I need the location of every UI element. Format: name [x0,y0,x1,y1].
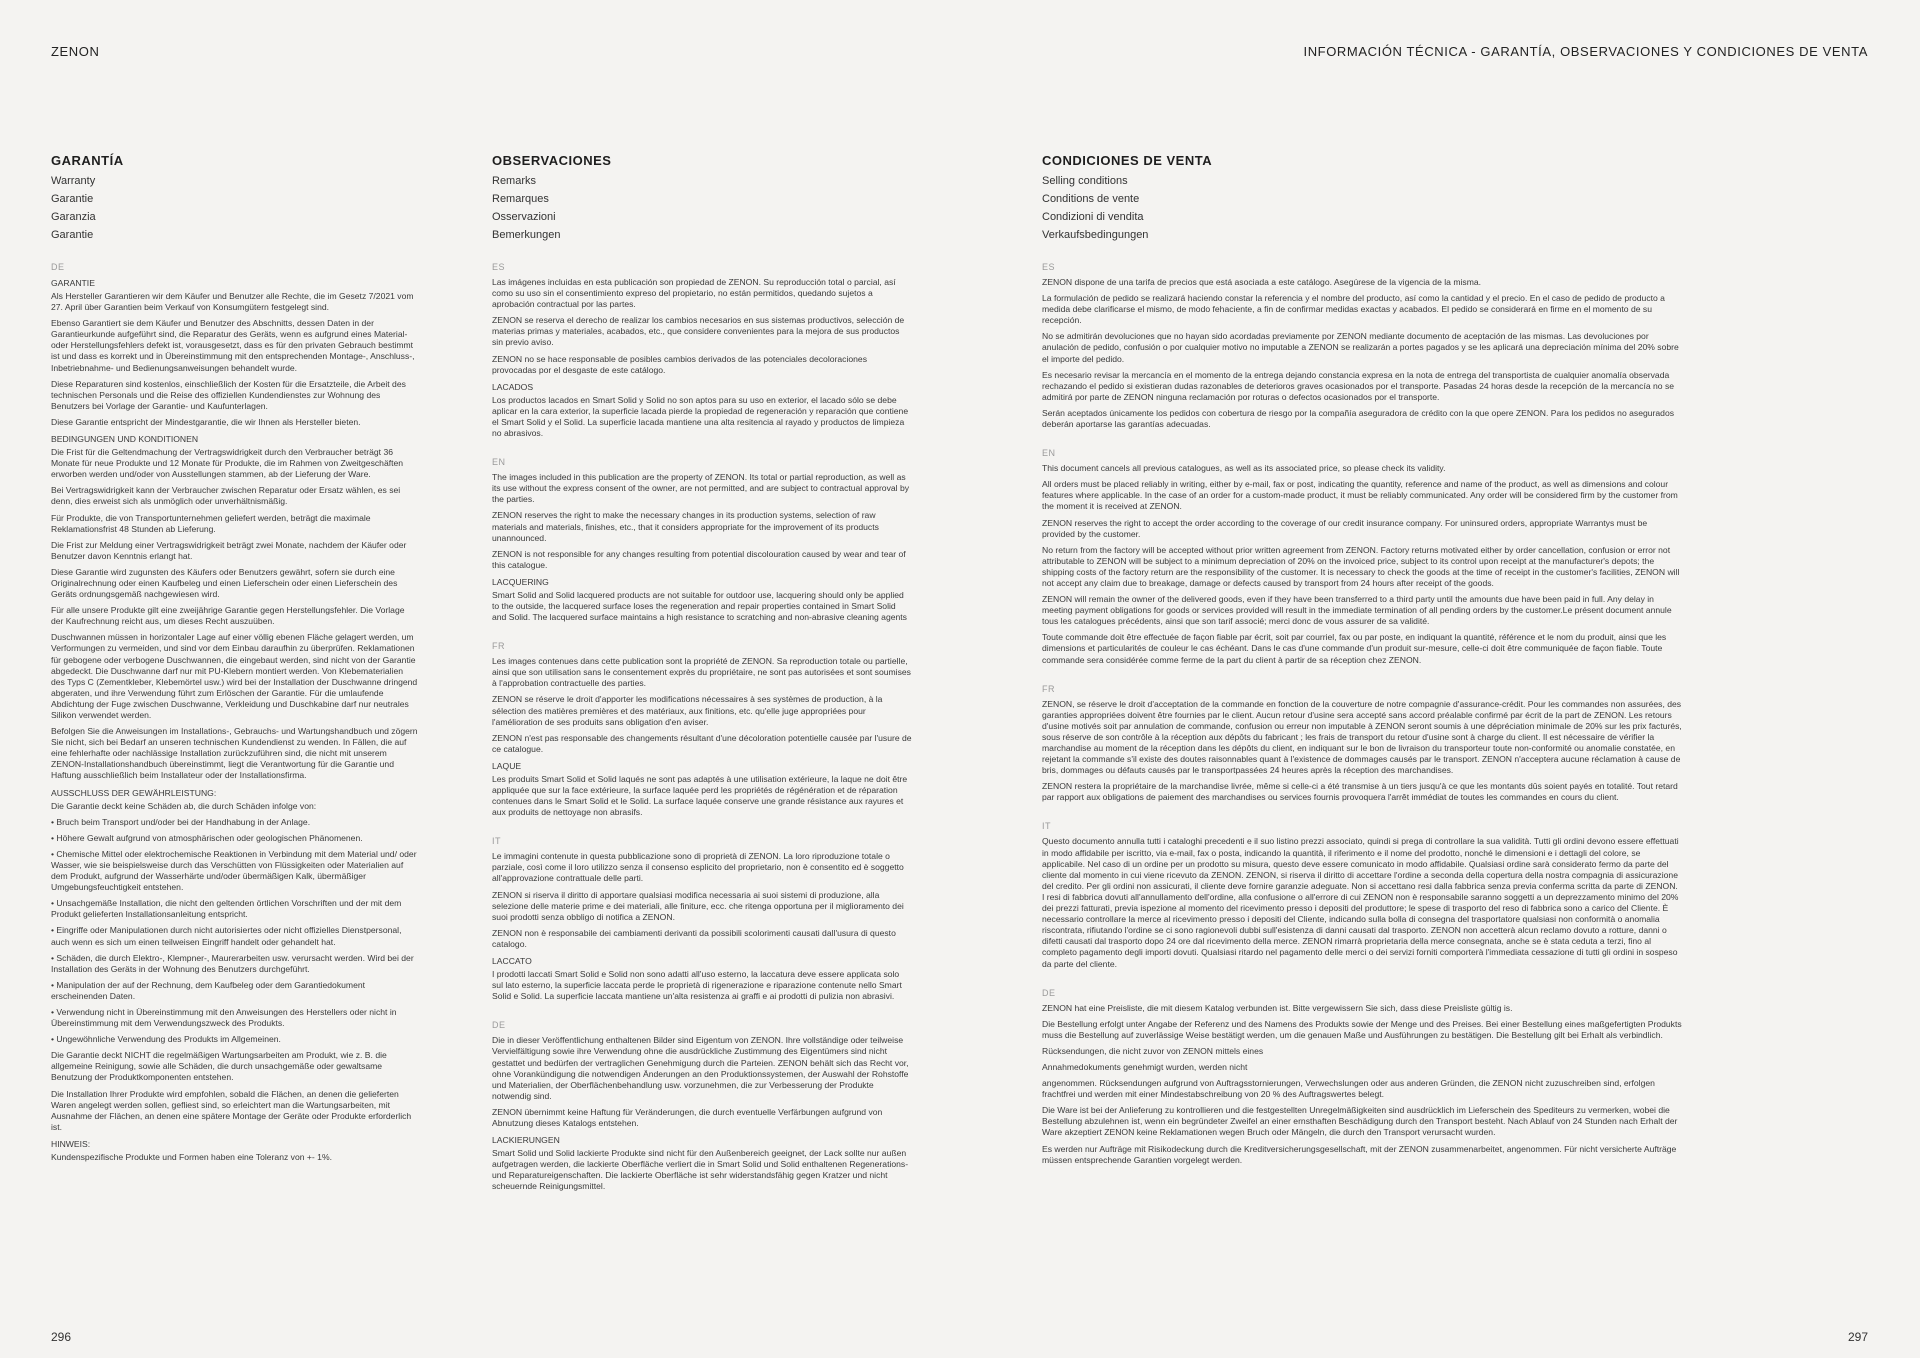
paragraph: ZENON übernimmt keine Haftung für Veränderungen, die durch eventuelle Verfärbungen aufgrund von Abnutzung dieses Katalogs entstehen. [492,1106,883,1128]
column-sections [1042,262,1682,1166]
paragraph: Le immagini contenute in questa pubblicazione sono di proprietà di ZENON. La loro riproduzione totale o parziale, così come il loro utilizzo senza il consenso esplicito del proprietario, non è consentito ed è soggetto all'approvazione contrattuale delle parti. [492,851,904,884]
paragraph: Die Garantie deckt keine Schäden ab, die durch Schäden infolge von: [51,800,317,811]
column-title: GARANTÍA [51,153,124,168]
language-label: FR [492,641,505,652]
paragraph: No se admitirán devoluciones que no hayan sido acordadas previamente por ZENON mediante documento de aceptación de las mismas. Las devoluciones por anulación de pedido, confusión o por cualquier motivo no imputable a ZENON se realizarán a portes pagados y se les aplicará una depreciación mínima del 20% sobre el importe del pedido. [1042,331,1679,364]
title-translation: Garantie [51,229,94,241]
language-label: IT [1042,821,1051,832]
paragraph: ZENON hat eine Preisliste, die mit diesem Katalog verbunden ist. Bitte vergewissern Sie sich, dass diese Preisliste gültig is. [1042,1002,1513,1013]
title-translation: Remarques [492,193,549,205]
paragraph: ZENON will remain the owner of the delivered goods, even if they have been transferred to a third party until the amounts due have been paid in full. Any delay in meeting payment obligations for goods or services provided will result in the immediate termination of all pending orders by the customer.Le présent document annule tous les catalogues précédents, ainsi que son tarif associé; merci donc de vous assurer de sa validité. [1042,594,1672,627]
paragraph: • Manipulation der auf der Rechnung, dem Kaufbeleg oder dem Garantiedokument erscheinenden Daten. [51,979,366,1001]
paragraph: • Unsachgemäße Installation, die nicht den geltenden örtlichen Vorschriften und der mit dem Produkt gelieferten Installationsanleitung entspricht. [51,898,402,920]
page-number-left: 296 [51,1330,72,1344]
section-subheading: GARANTIE [51,278,95,288]
section-subheading: LACQUERING [492,576,549,587]
language-label: EN [1042,448,1056,459]
paragraph: Diese Garantie entspricht der Mindestgarantie, die wir Ihnen als Hersteller bieten. [51,416,361,427]
paragraph: Es necesario revisar la mercancía en el momento de la entrega dejando constancia expresa en la nota de entrega del transportista de cualquier anomalía observada rechazando el pedido si existieran dudas razonables de deterioros graves ocasionados por el transporte. Pasadas 24 horas desde la recepción de la mercancía no se admitirá por parte de ZENON ninguna reclamación por roturas o defectos ocasionados por el transporte. [1042,369,1675,402]
title-translation: Bemerkungen [492,229,561,241]
paragraph: Für alle unsere Produkte gilt eine zweijährige Garantie gegen Herstellungsfehler. Die Vorlage der Kaufrechnung reicht aus, um dieses Recht auszuüben. [51,605,405,627]
language-label: IT [492,836,501,847]
paragraph: ZENON non è responsabile dei cambiamenti derivanti da possibili scolorimenti causati dall'usura di questo catalogo. [492,927,896,949]
paragraph: ZENON reserves the right to accept the order according to the coverage of our credit insurance company. For uninsured orders, appropriate Warrantys must be provided by the customer. [1042,517,1648,539]
paragraph: Für Produkte, die von Transportunternehmen geliefert werden, beträgt die maximale Reklamationsfrist 48 Stunden ab Lieferung. [51,512,371,534]
column-title: OBSERVACIONES [492,153,612,168]
paragraph: • Eingriffe oder Manipulationen durch nicht autorisiertes oder nicht offizielles Dienstpersonal, auch wenn es sich um einen teilweisen Eingriff handelt oder gehandelt hat. [51,925,402,947]
paragraph: ZENON is not responsible for any changes resulting from potential discolouration caused by wear and tear of this catalogue. [492,548,906,570]
paragraph: The images included in this publication are the property of ZENON. Its total or partial reproduction, as well as its use without the express consent of the owner, are not permitted, and are subject to contractual approval by the parties. [492,472,910,505]
paragraph: Befolgen Sie die Anweisungen im Installations-, Gebrauchs- und Wartungshandbuch und zögern Sie nicht, sich bei Bedarf an unseren technischen Kundendienst zu wenden. In Fällen, die auf eine fehlerhafte oder nachlässige Installation zurückzuführen sind, die nicht mit unserem ZENON-Installationshandbuch übereinstimmt, liegt die Verantwortung für die Garantie und Haftung ausschließlich beim Installateur oder der Installationsfirma. [51,726,418,781]
language-label: FR [1042,683,1055,694]
language-label: DE [51,262,65,272]
paragraph: I prodotti laccati Smart Solid e Solid non sono adatti all'uso esterno, la laccatura deve essere applicata solo sul lato esterno, la superficie laccata perde le proprietà di rigenerazione e riparazione contenute nello Smart Solid e Solid. La superficie laccata mantiene un'alta resistenza ai graffi e ai prodotti di pulizia non abrasivi. [492,969,902,1002]
section-subheading: BEDINGUNGEN UND KONDITIONEN [51,434,199,445]
paragraph: Les produits Smart Solid et Solid laqués ne sont pas adaptés à une utilisation extérieure, la laque ne doit être appliquée que sur la face extérieure, la surface laquée perd les propriétés de régénération et de réparation contenues dans le Smart Solid et le Solid. La surface laquée conserve une grande résistance aux rayures et aux produits de nettoyage non abrasifs. [492,773,908,818]
title-translation: Osservazioni [492,211,556,223]
paragraph: ZENON, se réserve le droit d'acceptation de la commande en fonction de la couverture de notre compagnie d'assurance-crédit. Pour les commandes non assurées, des garanties appropriées doivent être fournies par le client. Aucun retour d'usine sera accepté sans accord préalable confirmé par écrit de la part de ZENON. Les retours d'usine motivés soit par annulation de commande, confusion ou erreur non imputable à ZENON seront soumis à une dépréciation minimale de 20% sur les prix facturés, sous réserve de son contrôle à la réception aux dépôts du fabricant ; les frais de transport du retour d'usine sont à charge du client. Il est nécessaire de vérifier la marchandise au moment de la réception dans les dépôts du client, en indiquant sur le bon de livraison du transporteur toute non-conformité ou anomalie constatée, en rejetant la commande s'il existe des doutes raisonnables quant à l'existence de dommages causés par le transport. ZENON n'acceptera aucune réclamation à cause de bris, dommages ou défauts causés par le transportpassées 24 heures après la réception des marchandises. [1042,698,1682,776]
paragraph: Die Garantie deckt NICHT die regelmäßigen Wartungsarbeiten am Produkt, wie z. B. die allgemeine Reinigung, sowie alle Schäden, die durch unsachgemäße oder gewaltsame Benutzung der Produktkomponenten entstehen. [51,1050,387,1083]
paragraph: Smart Solid und Solid lackierte Produkte sind nicht für den Außenbereich geeignet, der Lack sollte nur außen aufgetragen werden, die lackierte Oberfläche verliert die in Smart Solid und Solid enthaltenen Regenerations- und Reparatureigenschaften. Die lackierte Oberfläche ist sehr widerstandsfähig gegen Kratzer und nicht scheuernde Reinigungsmittel. [492,1148,909,1192]
section-subheading: HINWEIS: [51,1138,91,1149]
title-translation: Garantie [51,193,94,205]
paragraph: Diese Garantie wird zugunsten des Käufers oder Benutzers gewährt, sofern sie durch eine Originalrechnung oder einen Kaufbeleg und einen Lieferschein oder einen Lieferschein des Geräts ordnungsgemäß nachgewiesen wird. [51,566,398,600]
paragraph: Die Bestellung erfolgt unter Angabe der Referenz und des Namens des Produkts sowie der Menge und des Preises. Bei einer Bestellung eines maßgefertigten Produkts muss die Bestellung auf zuverlässige Weise bestätigt werden, um die genauen Maße und Ausführungen zu bestätigen. Die Bestellung gilt bei Erhalt als verbindlich. [1042,1018,1682,1040]
language-label: ES [492,262,506,272]
paragraph: ZENON no se hace responsable de posibles cambios derivados de las potenciales decoloraciones provocadas por el desgaste de este catálogo. [492,353,867,375]
paragraph: Ebenso Garantiert sie dem Käufer und Benutzer des Abschnitts, dessen Daten in der Garantieurkunde aufgeführt sind, die Reparatur des Geräts, wenn es aufgrund eines Material- oder Herstellungsfehlers defekt ist, vorausgesetzt, dass es für den privaten Gebrauch bestimmt ist und dass es korrekt und in Übereinstimmung mit den entsprechenden Montage-, Anschluss-, Inbetriebnahme- und Bedienungsanweisungen behandelt wurde. [51,318,415,373]
page-number-right: 297 [1847,1330,1868,1344]
paragraph: ZENON se reserva el derecho de realizar los cambios necesarios en sus sistemas productivos, selección de materias primas y materiales, acabados, etc., que considere convenientes para la mejora de sus productos sin previo aviso. [492,315,905,348]
language-label: ES [1042,262,1056,272]
paragraph: Duschwannen müssen in horizontaler Lage auf einer völlig ebenen Fläche gelagert werden, um Verformungen zu vermeiden, und sind vor dem Einbau daraufhin zu überprüfen. Reklamationen für gebogene oder verbogene Duschwannen, die eingebaut werden, sind nicht von der Garantie abgedeckt. Die Duschwanne darf nur mit PU-Klebern montiert werden. Von Klebematerialien des Typs C (Zementkleber, Klebemörtel usw.) wird bei der Installation der Duschwanne dringend abgeraten, und ihre Verwendung führt zum Erlöschen der Garantie. Für die umlaufende Abdichtung der Fuge zwischen Duschwanne, Verkleidung und Duschkabine darf nur neutrales Silikon verwendet werden. [51,632,418,720]
paragraph: Diese Reparaturen sind kostenlos, einschließlich der Kosten für die Ersatzteile, die Arbeit des technischen Personals und die Reise des offiziellen Kundendienstes zur Wohnung des Benutzers bei Vorlage der Garantie- und Kaufunterlagen. [51,378,406,411]
paragraph: Die Frist zur Meldung einer Vertragswidrigkeit beträgt zwei Monate, nachdem der Käufer oder Benutzer davon Kenntnis erlangt hat. [51,539,407,561]
paragraph: • Ungewöhnliche Verwendung des Produkts im Allgemeinen. [51,1034,281,1045]
paragraph: Toute commande doit être effectuée de façon fiable par écrit, soit par courriel, fax ou par poste, en indiquant la quantité, référence et le nom du produit, ainsi que les dimensions et particularités de couleur le cas échéant. Dans le cas d'une commande d'un produit sur-mesure, celle-ci doit être communiquée de façon fiable. Toute commande sera considérée comme ferme de la part du client à partir de sa réception chez ZENON. [1042,632,1667,665]
paragraph: • Höhere Gewalt aufgrund von atmosphärischen oder geologischen Phänomenen. [51,832,363,843]
paragraph: Die Installation Ihrer Produkte wird empfohlen, sobald die Flächen, an denen die gelieferten Waren angelegt werden sollen, gefliest sind, so erleichtert man die Wartungsarbeiten, mit Ausnahme der Flächen, an denen eine spätere Montage der Geräte oder Produkte erforderlich ist. [51,1088,412,1132]
paragraph: All orders must be placed reliably in writing, either by e-mail, fax or post, indicating the quantity, reference and name of the product, as well as dimensions and colour features where applicable. In the case of an order for a custom-made product, it must be reliably communicated. Any order will be considered firm by the customer from the moment it is received at ZENON. [1042,479,1678,512]
column-sections [51,262,419,1163]
column-title: CONDICIONES DE VENTA [1042,153,1213,168]
language-label: EN [492,457,506,468]
column-observaciones [492,153,912,1197]
title-translation: Verkaufsbedingungen [1042,229,1149,241]
paragraph: Als Hersteller Garantieren wir dem Käufer und Benutzer alle Rechte, die im Gesetz 7/2021 vom 27. April über Garantien beim Verkauf von Konsumgütern festgelegt sind. [51,291,414,313]
paragraph: Serán aceptados únicamente los pedidos con cobertura de riesgo por la compañía aseguradora de crédito con la que opere ZENON. Para los pedidos no asegurados deberán aportarse las garantías adecuadas. [1042,407,1675,430]
paragraph: • Bruch beim Transport und/oder bei der Handhabung in der Anlage. [51,816,311,827]
title-translation: Remarks [492,175,537,187]
section-subheading: LACADOS [492,381,534,392]
paragraph: Die Ware ist bei der Anlieferung zu kontrollieren und die festgestellten Unregelmäßigkeiten sind ausdrücklich im Lieferschein des Spediteurs zu vermerken, wobei die Bestellung abzulehnen ist, wenn ein begründeter Zweifel an einer ernsthaften Beschädigung durch den Transport besteht. Nach Ablauf von 24 Stunden nach Erhalt der Ware akzeptiert ZENON keine Reklamationen wegen Bruch oder Mängeln, die durch den Transport verursacht wurden. [1042,1105,1678,1138]
language-label: DE [492,1020,506,1031]
paragraph: ZENON n'est pas responsable des changements résultant d'une décoloration potentielle causée par l'usure de ce catalogue. [492,732,912,754]
paragraph: angenommen. Rücksendungen aufgrund von Auftragsstornierungen, Verwechslungen oder aus anderen Gründen, die ZENON nicht zuzuschreiben sind, erfolgen frachtfrei und werden mit einer Mindestabschreibung von 20 % des Auftragswertes belegt. [1042,1078,1655,1100]
section-subheading: AUSSCHLUSS DER GEWÄHRLEISTUNG: [51,787,217,798]
paragraph: Die in dieser Veröffentlichung enthaltenen Bilder sind Eigentum von ZENON. Ihre vollständige oder teilweise Vervielfältigung sowie ihre Verwendung ohne die ausdrückliche Zustimmung des Eigentümers sind nicht gestattet und bedürfen der vertraglichen Genehmigung durch die Parteien. ZENON behält sich das Recht vor, ohne Vorankündigung die notwendigen Änderungen an den Produktionssystemen, der Auswahl der Rohstoffe und Materialien, der Oberflächenbehandlung usw. vorzunehmen, die zur Verbesserung der Produkte notwendig sind. [492,1035,909,1101]
title-translation: Warranty [51,175,96,187]
paragraph: • Schäden, die durch Elektro-, Klempner-, Maurerarbeiten usw. verursacht werden. Wird bei der Installation des Geräts in der Wohnung des Benutzers durchgeführt. [51,952,414,974]
column-garantia [51,153,419,1168]
paragraph: Annahmedokuments genehmigt wurden, werden nicht [1042,1061,1248,1072]
section-subheading: LACKIERUNGEN [492,1135,560,1146]
title-translation: Garanzia [51,211,96,223]
paragraph: Los productos lacados en Smart Solid y Solid no son aptos para su uso en exterior, el lacado sólo se debe aplicar en la cara exterior, la superficie lacada pierde la propiedad de regeneración y reparación que contiene el Smart Solid y el Solid. La superficie lacada mantiene una alta resitencia al rayado y productos de limpieza no abrasivos. [492,394,909,439]
paragraph: No return from the factory will be accepted without prior written agreement from ZENON. Factory returns motivated either by order cancellation, confusion or error not attributable to ZENON will be subject to a minimum depreciation of 20% on the invoiced price, subject to its control upon receipt at the manufacturer's depots; the shipping costs of the factory return are the responsibility of the customer. It is necessary to check the goods at the time of receipt in the customer's facilities, ZENON will not accept any claim due to breakage, damage or defects caused by transport from 24 hours after receipt of the goods. [1042,544,1680,588]
paragraph: Bei Vertragswidrigkeit kann der Verbraucher zwischen Reparatur oder Ersatz wählen, es sei denn, dies erweist sich als unmöglich oder unverhältnismäßig. [51,485,401,507]
brand-header: ZENON [51,44,100,59]
paragraph: • Verwendung nicht in Übereinstimmung mit den Anweisungen des Herstellers oder nicht in Übereinstimmung mit dem Verwendungszweck des Produkts. [51,1006,397,1029]
title-translation: Condizioni di vendita [1042,211,1144,223]
paragraph: • Chemische Mittel oder elektrochemische Reaktionen in Verbindung mit dem Material und/ oder Wasser, wie sie beispielsweise durch das Verschütten von Flüssigkeiten oder Materialien auf dem Produkt, aufgrund der Wasserhärte und/oder übermäßigen Kalk, übermäßiger Umgebungsfeuchtigkeit entstehen. [51,848,417,893]
paragraph: Questo documento annulla tutti i cataloghi precedenti e il suo listino prezzi associato, quindi si prega di controllare la sua validità. Tutti gli ordini devono essere effettuati in modo affidabile per iscritto, via e-mail, fax o posta, indicando la quantità, il riferimento e il nome del prodotto, nonché le dimensioni e i dettagli del colore, se applicabile. Nel caso di un ordine per un prodotto su misura, questo deve essere comunicato in modo affidabile. Qualsiasi ordine sarà considerato fermo da parte del cliente dal momento in cui viene ricevuto da ZENON. ZENON, si riserva il diritto di accettare l'ordine a seconda della copertura della nostra compagnia di assicurazione del credito. Per gli ordini non assicurati, il cliente deve fornire garanzie adeguate. Non si accettano resi dalla fabbrica senza previa conferma scritta da parte di ZENON. I resi di fabbrica dovuti all'annullamento dell'ordine, alla confusione o all'errore di cui ZENON non è responsabile saranno soggetti a un deprezzamento minimo del 20% dei prezzi fatturati, previa ispezione al momento del ricevimento presso i depositi del produttore; le spese di trasporto del reso di fabbrica sono a carico del Cliente. È necessario controllare la merce al ricevimento presso i depositi del Cliente, indicando sulla bolla di consegna del trasportatore qualsiasi non conformità o anomalia riscontrata, rifiutando l'ordine se ci sono ragionevoli dubbi sull'esistenza di danni causati dal trasporto. ZENON non accetterà alcun reclamo dovuto a rotture, danni o difetti causati dal trasporto dopo 24 ore dal ricevimento della merce. ZENON rimarrà proprietaria della merce consegnata, anche se è stata ceduta a terzi, fino al completo pagamento degli importi dovuti. Qualsiasi ritardo nel pagamento delle merci o dei servizi forniti comporterà l'immediata cessazione di tutti gli ordini in sospeso da parte del cliente. [1042,836,1679,969]
language-label: DE [1042,987,1056,998]
paragraph: Smart Solid and Solid lacquered products are not suitable for outdoor use, lacquering should only be applied to the outside, the lacquered surface loses the regeneration and repair properties contained in Smart Solid and Solid. The lacquered surface maintains a high resistance to scratching and non-abrasive cleaning agents [492,589,907,623]
paragraph: This document cancels all previous catalogues, as well as its associated price, so please check its validity. [1042,463,1446,474]
paragraph: ZENON si riserva il diritto di apportare qualsiasi modifica necessaria ai suoi sistemi di produzione, alla selezione delle materie prime e dei materiali, alle finiture, ecc. che ritenga opportuna per il miglioramento dei suoi prodotti senza obbligo di notifica a ZENON. [492,889,904,922]
paragraph: Es werden nur Aufträge mit Risikodeckung durch die Kreditversicherungsgesellschaft, mit der ZENON zusammenarbeitet, angenommen. Für nicht versicherte Aufträge müssen entsprechende Garantien vorgelegt werden. [1042,1143,1677,1165]
section-header: INFORMACIÓN TÉCNICA - GARANTÍA, OBSERVACIONES Y CONDICIONES DE VENTA [1303,44,1868,59]
column-condiciones [1042,153,1682,1171]
paragraph: Die Frist für die Geltendmachung der Vertragswidrigkeit durch den Verbraucher beträgt 36 Monate für neue Produkte und 12 Monate für Produkte, die im Rahmen von Zweitgeschäften erworben werden und/oder von Ausstellungen stammen, ab der Lieferung der Ware. [51,447,404,480]
title-translation: Conditions de vente [1042,193,1140,205]
section-subheading: LAQUE [492,760,522,771]
paragraph: ZENON restera la propriétaire de la marchandise livrée, même si celle-ci a été transmise à un tiers jusqu'à ce que les montants dûs soient payés en totalité. Tout retard par rapport aux obligations de paiement des marchandises ou services fournis provoquera l'arrêt immédiat de toutes les commandes en cours du client. [1042,781,1678,803]
paragraph: Rücksendungen, die nicht zuvor von ZENON mittels eines [1042,1045,1264,1056]
paragraph: ZENON dispone de una tarifa de precios que está asociada a este catálogo. Asegúrese de la vigencia de la misma. [1042,277,1482,287]
paragraph: Kundenspezifische Produkte und Formen haben eine Toleranz von +- 1%. [51,1151,332,1162]
paragraph: Las imágenes incluidas en esta publicación son propiedad de ZENON. Su reproducción total o parcial, así como su uso sin el consentimiento expreso del propietario, no están permitidos, quedando sujetos a aprobación contractual por las partes. [492,277,896,310]
title-translation: Selling conditions [1042,175,1128,187]
paragraph: Les images contenues dans cette publication sont la propriété de ZENON. Sa reproduction totale ou partielle, ainsi que son utilisation sans le consentement exprès du propriétaire, ne sont pas autorisées et sont soumises à l'approbation contractuelle des parties. [492,656,911,689]
paragraph: ZENON se réserve le droit d'apporter les modifications nécessaires à ses systèmes de production, à la sélection des matières premières et des matériaux, aux finitions, etc. qu'elle juge appropriées pour l'amélioration de ses produits sans obligation d'en aviser. [492,694,883,727]
paragraph: La formulación de pedido se realizará haciendo constar la referencia y el nombre del producto, así como la cantidad y el precio. En el caso de pedido de producto a medida debe clarificarse el mismo, de modo fehaciente, a fin de confirmar medidas exactas y acabados. El pedido se considerará en firme en el momento de su recepción. [1042,293,1665,326]
column-sections [492,262,912,1192]
section-subheading: LACCATO [492,956,532,967]
paragraph: ZENON reserves the right to make the necessary changes in its production systems, selection of raw materials and materials, finishes, etc., that it considers appropriate for the improvement of its products unannounced. [492,510,879,543]
